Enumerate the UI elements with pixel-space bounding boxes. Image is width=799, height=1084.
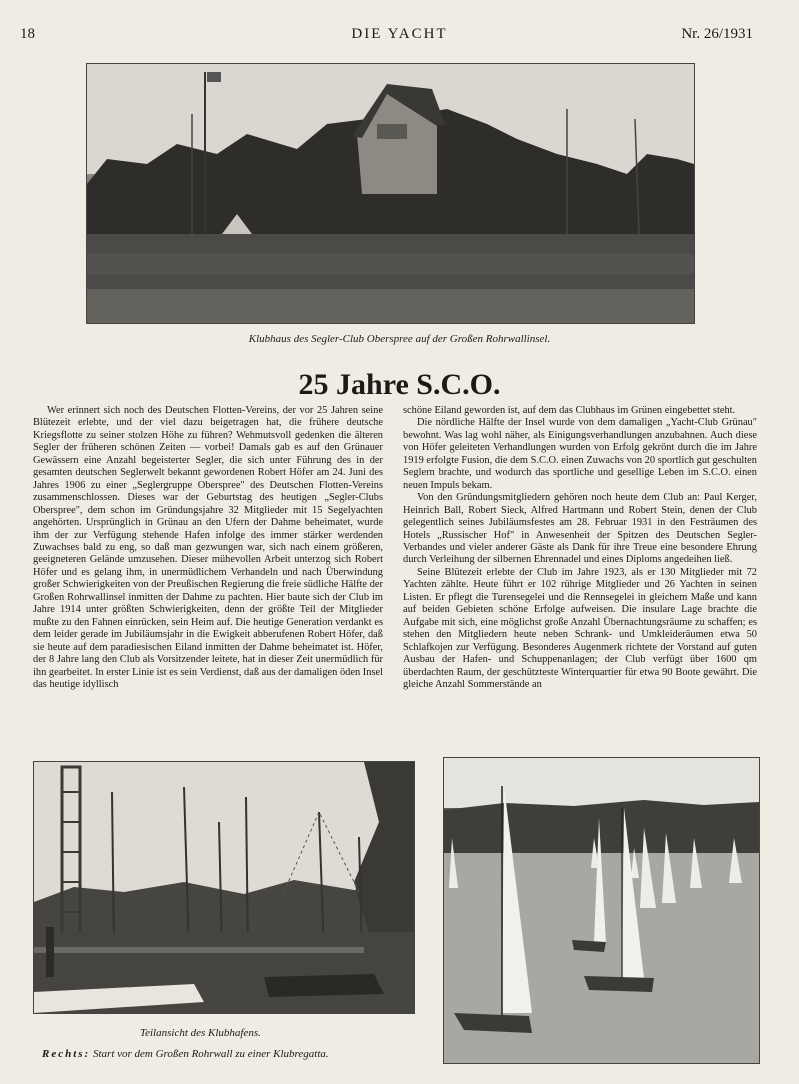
regatta-photo-caption [42, 1048, 329, 1060]
harbour-photo-caption: Teilansicht des Klubhafens. [140, 1027, 261, 1039]
right-paragraph-2: Die nördliche Hälfte der Insel wurde von dem damaligen „Yacht-Club Grünau" bewohnt. Was lag wohl näher, als Einigungsverhandlungen anzubahnen. Auch diese von Höfer geleiteten Verhandlungen wurden von Erfolg gekrönt durch die im Jahre 1919 erfolgte Fusion, die dem S.C.O. einen Zuwachs von 20 sportlich gut geschulten Seglern brachte, und wodurch das sportliche und gesellige Leben im S.C.O. einen neuen Impuls bekam. [403, 417, 757, 491]
magazine-title: DIE YACHT [351, 26, 448, 42]
right-column [403, 405, 757, 691]
regatta-photo [443, 757, 760, 1064]
top-photo-caption: Klubhaus des Segler-Club Oberspree auf der Großen Rohrwallinsel. [248, 333, 551, 345]
article-title: 25 Jahre S.C.O. [298, 368, 501, 401]
harbour-photo [33, 761, 415, 1014]
caption-text: Start vor dem Großen Rohrwall zu einer Klubregatta. [90, 1048, 329, 1060]
left-paragraph-1: Wer erinnert sich noch des Deutschen Flotten-Vereins, der vor 25 Jahren seine Blütezeit erlebte, und der viel dazu beigetragen hat, die frühere deutsche Kriegsflotte zu seiner stolzen Höhe zu führen? Wehmutsvoll gedenken die älteren Segler der früheren schönen Zeiten — vorbei! Damals gab es auf den Grünauer Gewässern eine Anzahl begeisterter Segler, die sich unter Führung des in der gesamten deutschen Seglerwelt bekannt gewordenen Robert Höfer am 24. Juni des Jahres 1906 zu einer „Seglergruppe Oberspree" des Deutschen Flotten-Vereins zusammenschlossen. Dieses war der Geburtstag des heutigen „Segler-Clubs Oberspree", dem schon im Gründungsjahre 32 Mitglieder mit 15 Segelyachten angehörten. Ursprünglich in Grünau an den Ufern der Dahme beheimatet, wurde ihm der zur Verfügung stehende Hafen infolge des immer stärker werdenden Zuwachses bald zu eng, so daß man gezwungen war, sich nach einem größeren, geeigneteren Gelände umzusehen. Dieser mühevollen Arbeit unterzog sich Robert Höfer und es gelang ihm, in unermüdlichem Verhandeln und nach Überwindung großer Schwierigkeiten von der Preußischen Regierung die freie südliche Hälfte der Großen Rohrwallinsel inmitten der Dahme zu pachten. Hier baute sich der Club im Jahre 1914 unter größten Schwierigkeiten, denn der größte Teil der Mitglieder mußte zu den Fahnen einrücken, sein Heim auf. Die heutige Generation verdankt es dem leider gerade im Jubiläumsjahr in die Ewigkeit abberufenen Robert Höfer, daß sie heute auf dem paradiesischen Eiland inmitten der Dahme beheimatet ist. Höfer, der 8 Jahre lang den Club als Vorsitzender leitete, hat in dieser Zeit unermüdlich für ihn gearbeitet. In erster Linie ist es sein Verdienst, daß aus der damaligen öden Insel das heutige idyllisch [33, 405, 383, 690]
clubhouse-photo [86, 63, 695, 324]
left-column [33, 405, 383, 691]
issue-number: Nr. 26/1931 [681, 26, 753, 42]
caption-lead: Rechts: [42, 1048, 91, 1060]
page-header [0, 26, 799, 52]
right-paragraph-3: Von den Gründungsmitgliedern gehören noch heute dem Club an: Paul Kerger, Heinrich Ball, Robert Sieck, Alfred Hartmann und Robert Stein, denen der Club gelegentlich seines Jubiläumsfestes am 28. Februar 1931 in den Festräumen des Hotels „Russischer Hof" in Anwesenheit der Spitzen des Deutschen Segler-Verbandes und vieler anderer Gäste als Dank für ihre Treue eine besondere Ehrung durch Verleihung der silbernen Ehrennadel und eines Diploms angedeihen ließ. [403, 492, 757, 566]
page-number: 18 [20, 26, 35, 42]
right-paragraph-1: schöne Eiland geworden ist, auf dem das Clubhaus im Grünen eingebettet steht. [403, 405, 736, 416]
right-paragraph-4: Seine Blütezeit erlebte der Club im Jahre 1923, als er 130 Mitglieder mit 72 Yachten zählte. Heute führt er 102 rührige Mitglieder und 26 Yachten in seinen Listen. Er pflegt die Turensegelei und die Rennsegelei in gleichem Maße und kann auf beiden Gebieten schöne Erfolge aufweisen. Die insulare Lage brachte die Aufgabe mit sich, eine möglichst große Anzahl Übernachtungsräume zu schaffen; es stehen den Mitgliedern heute neben Schrank- und Umkleideräumen etwa 50 Schlafkojen zur Verfügung. Besonderes Augenmerk richtete der Vorstand auf guten Ausbau der Hafen- und Schuppenanlagen; der Club verfügt über 1600 qm überdachten Raum, der geschützteste Winterquartier für etwa 90 Boote gewährt. Die gleiche Anzahl Sommerstände an [403, 566, 757, 690]
